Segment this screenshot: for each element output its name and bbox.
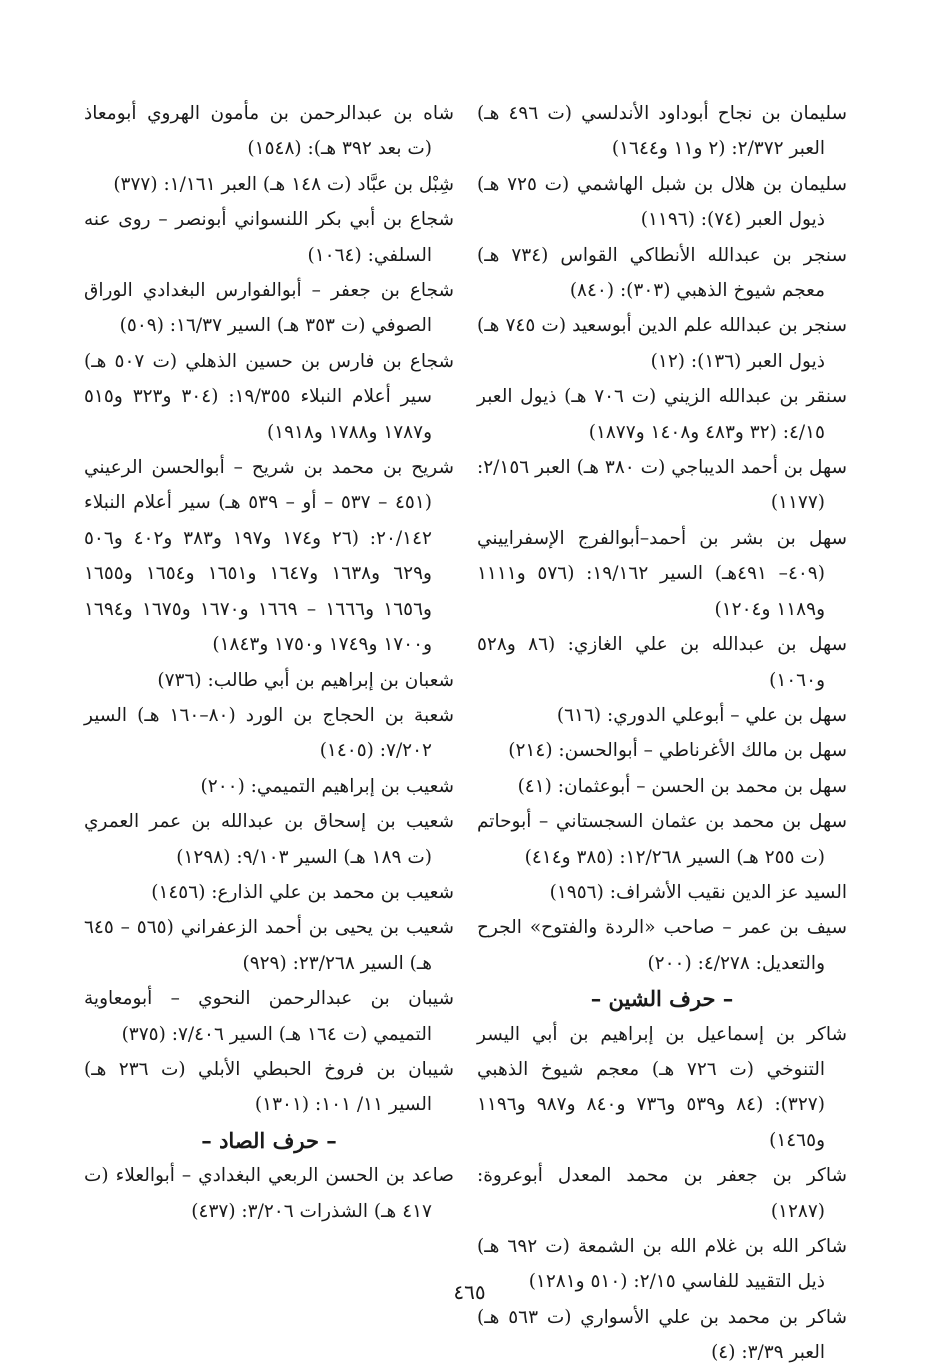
index-entry: شاكر بن جعفر بن محمد المعدل أبوعروة: (١٢٨٧) <box>477 1165 847 1222</box>
index-entry: سليمان بن نجاح أبوداود الأندلسي (ت ٤٩٦ هـ) العبر ٢/٣٧٢: (٢ و١١ و١٦٤٤) <box>477 103 847 160</box>
index-entry: سهل بن أحمد الديباجي (ت ٣٨٠ هـ) العبر ٢/١٥٦: (١١٧٧) <box>477 457 847 514</box>
index-entry: شعبان بن إبراهيم بن أبي طالب: (٧٣٦) <box>157 669 454 691</box>
index-entry: شعيب بن إسحاق بن عبدالله بن عمر العمري (ت ١٨٩ هـ) السير ٩/١٠٣: (١٢٩٨) <box>84 811 454 868</box>
index-entry: سليمان بن هلال بن شبل الهاشمي (ت ٧٢٥ هـ) ذيول العبر (٧٤): (١١٩٦) <box>477 173 847 231</box>
index-entry: سنجر بن عبدالله علم الدين أبوسعيد (ت ٧٤٥ هـ) ذيول العبر (١٣٦): (١٢) <box>477 315 847 372</box>
index-entry: سهل بن محمد بن عثمان السجستاني – أبوحاتم (ت ٢٥٥ هـ) السير ١٢/٢٦٨: (٣٨٥ و٤١٤) <box>477 811 847 868</box>
index-entry: شعيب بن محمد بن علي الذارع: (١٤٥٦) <box>151 881 454 903</box>
index-entry: شعبة بن الحجاج بن الورد (٨٠–١٦٠ هـ) السير ٧/٢٠٢: (١٤٠٥) <box>84 704 454 762</box>
index-entry: شعيب بن إبراهيم التميمي: (٢٠٠) <box>200 775 454 797</box>
index-entry: سهل بن محمد بن الحسن – أبوعثمان: (٤١) <box>517 775 847 797</box>
index-entry: شيبان بن فروخ الحبطي الأبلي (ت ٢٣٦ هـ) السير ١١/ ١٠١: (١٣٠١) <box>84 1058 454 1116</box>
index-entry: سنقر بن عبدالله الزيني (ت ٧٠٦ هـ) ذيول العبر ٤/١٥: (٣٢ و٤٨٣ و١٤٠٨ و١٨٧٧) <box>477 386 847 443</box>
column-divider <box>468 110 469 1230</box>
index-entry: شريح بن محمد بن شريح – أبوالحسن الرعيني (٤٥١ – ٥٣٧ – أو – ٥٣٩ هـ) سير أعلام النبلاء ٢٠/١٤٢: (٢٦ و١٧٤ و١٩٧ و٣٨٣ و٤٠٢ و٥٠٦ و٦٢٩ و١٦٣٨ و١٦٤٧ و١٦٥١ و١٦٥٤ و١٦٥٥ و١٦٥٦ و١٦٦٦ – ١٦٦٩ و١٦٧٠ و١٦٧٥ و١٦٩٤ و١٧٠٠ و١٧٤٩ و١٧٥٠ و١٨٤٣) <box>84 457 454 656</box>
index-entry: شجاع بن فارس بن حسين الذهلي (ت ٥٠٧ هـ) سير أعلام النبلاء ١٩/٣٥٥: (٣٠٤ و٣٢٣ و٥١٥ و١٧٨٧ و١٧٨٨ و١٩١٨) <box>84 350 454 443</box>
page-number: ٤٦٥ <box>453 1280 486 1304</box>
index-entry: سهل بن بشر بن أحمد–أبوالفرج الإسفراييني (٤٠٩– ٤٩١هـ) السير ١٩/١٦٢: (٥٧٦ و١١١١ و١١٨٩ و١٢٠٤) <box>477 527 847 620</box>
index-entry: شاكر بن محمد بن علي الأسواري (ت ٥٦٣ هـ) العبر ٣/٣٩: (٤) <box>477 1306 847 1364</box>
index-entry: شِبْل بن عبَّاد (ت ١٤٨ هـ) العبر ١/١٦١: (٣٧٧) <box>113 173 454 195</box>
index-entry: شيبان بن عبدالرحمن النحوي – أبومعاوية التميمي (ت ١٦٤ هـ) السير ٧/٤٠٦: (٣٧٥) <box>84 988 454 1045</box>
index-entry: سنجر بن عبدالله الأنطاكي القواس (٧٣٤ هـ) معجم شيوخ الذهبي (٣٠٣): (٨٤٠) <box>477 244 847 302</box>
index-entry: سهل بن عبدالله بن علي الغازي: (٨٦ و٥٢٨ و١٠٦٠) <box>477 634 847 691</box>
index-entry: سهل بن مالك الأغرناطي – أبوالحسن: (٢١٤) <box>508 740 847 762</box>
left-column <box>84 96 454 1229</box>
index-entry: شاكر الله بن غلام الله بن الشمعة (ت ٦٩٢ هـ) ذيل التقييد للفاسي ٢/١٥: (٥١٠ و١٢٨١) <box>477 1236 847 1293</box>
right-column <box>477 96 847 1371</box>
index-entry: شجاع بن أبي بكر اللنسواني أبونصر – روى عنه السلفي: (١٠٦٤) <box>84 209 454 266</box>
index-entry: سهل بن علي – أبوعلي الدوري: (٦١٦) <box>556 704 847 726</box>
index-entry: شجاع بن جعفر – أبوالفوارس البغدادي الوراق الصوفي (ت ٣٥٣ هـ) السير ١٦/٣٧: (٥٠٩) <box>84 280 454 337</box>
index-entry: سيف بن عمر – صاحب «الردة والفتوح» الجرح والتعديل: ٤/٢٧٨: (٢٠٠) <box>477 917 847 974</box>
index-entry: شعيب بن يحيى بن أحمد الزعفراني (٥٦٥ – ٦٤٥ هـ) السير ٢٣/٢٦٨: (٩٢٩) <box>84 917 455 974</box>
index-entry: شاكر بن إسماعيل بن إبراهيم بن أبي اليسر التنوخي (ت ٧٢٦ هـ) معجم شيوخ الذهبي (٣٢٧): (٨٤ و٥٣٩ و٧٣٦ و٨٤٠ و٩٨٧ و١١٩٦ و١٤٦٥) <box>477 1023 847 1151</box>
index-entry: السيد عز الدين نقيب الأشراف: (١٩٥٦) <box>549 881 847 903</box>
section-heading: – حرف الصاد – <box>201 1127 337 1153</box>
index-entry: شاه بن عبدالرحمن بن مأمون الهروي أبومعاذ (ت بعد ٣٩٢ هـ): (١٥٤٨) <box>84 103 454 160</box>
section-heading: – حرف الشين – <box>590 986 734 1012</box>
index-entry: صاعد بن الحسن الربعي البغدادي – أبوالعلاء (ت ٤١٧ هـ) الشذرات ٣/٢٠٦: (٤٣٧) <box>84 1165 454 1222</box>
